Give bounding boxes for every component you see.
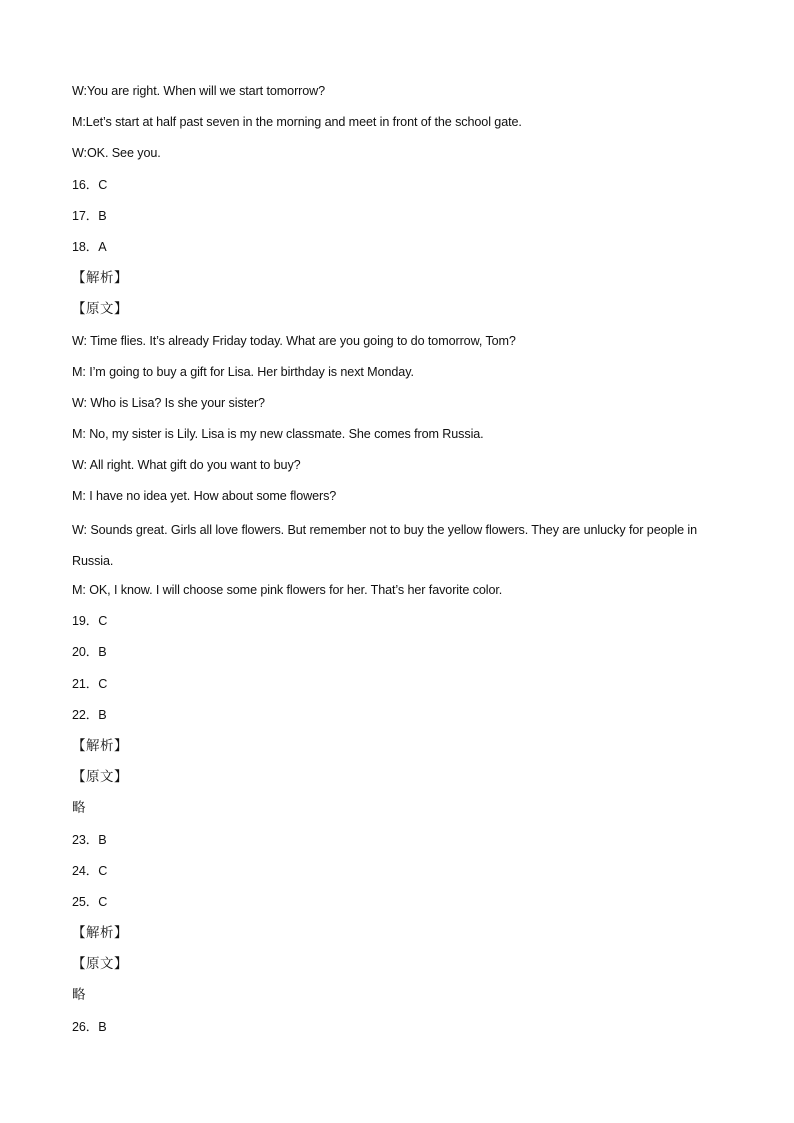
- dialogue-line: W:You are right. When will we start tomorrow?: [72, 84, 326, 98]
- analysis-heading: 【解析】: [72, 737, 128, 754]
- dialogue-line: M:Let’s start at half past seven in the morning and meet in front of the school gate.: [72, 115, 522, 130]
- dialogue-line: M: OK, I know. I will choose some pink flowers for her. That’s her favorite color.: [72, 583, 503, 598]
- answer-line: 20．B: [72, 645, 107, 660]
- dialogue-line: M: I’m going to buy a gift for Lisa. Her birthday is next Monday.: [72, 364, 414, 379]
- answer-line: 22．B: [72, 707, 107, 722]
- omitted-text: 略: [72, 800, 86, 817]
- dialogue-line: W: Time flies. It’s already Friday today. What are you going to do tomorrow, Tom?: [72, 333, 516, 348]
- original-text-heading: 【原文】: [72, 769, 128, 786]
- answer-line: 19．C: [72, 614, 108, 629]
- dialogue-line: W:OK. See you.: [72, 146, 161, 161]
- answer-line: 24．C: [72, 863, 108, 878]
- dialogue-line: M: No, my sister is Lily. Lisa is my new classmate. She comes from Russia.: [72, 427, 484, 442]
- answer-line: 26．B: [72, 1019, 107, 1034]
- answer-line: 21．C: [72, 676, 108, 691]
- analysis-heading: 【解析】: [72, 270, 128, 287]
- answer-line: 23．B: [72, 832, 107, 847]
- original-text-heading: 【原文】: [72, 956, 128, 973]
- answer-line: 17．B: [72, 208, 107, 223]
- dialogue-line: W: Sounds great. Girls all love flowers. But remember not to buy the yellow flowers. They are unlucky for people in Russia.: [72, 522, 698, 568]
- original-text-heading: 【原文】: [72, 301, 128, 318]
- answer-line: 16．C: [72, 177, 108, 192]
- dialogue-line: W: Who is Lisa? Is she your sister?: [72, 395, 265, 410]
- answer-line: 25．C: [72, 894, 108, 909]
- document-body: [72, 78, 722, 1045]
- dialogue-line: W: All right. What gift do you want to buy?: [72, 458, 301, 473]
- answer-line: 18．A: [72, 239, 107, 254]
- dialogue-line: M: I have no idea yet. How about some flowers?: [72, 489, 337, 504]
- analysis-heading: 【解析】: [72, 925, 128, 942]
- omitted-text: 略: [72, 987, 86, 1004]
